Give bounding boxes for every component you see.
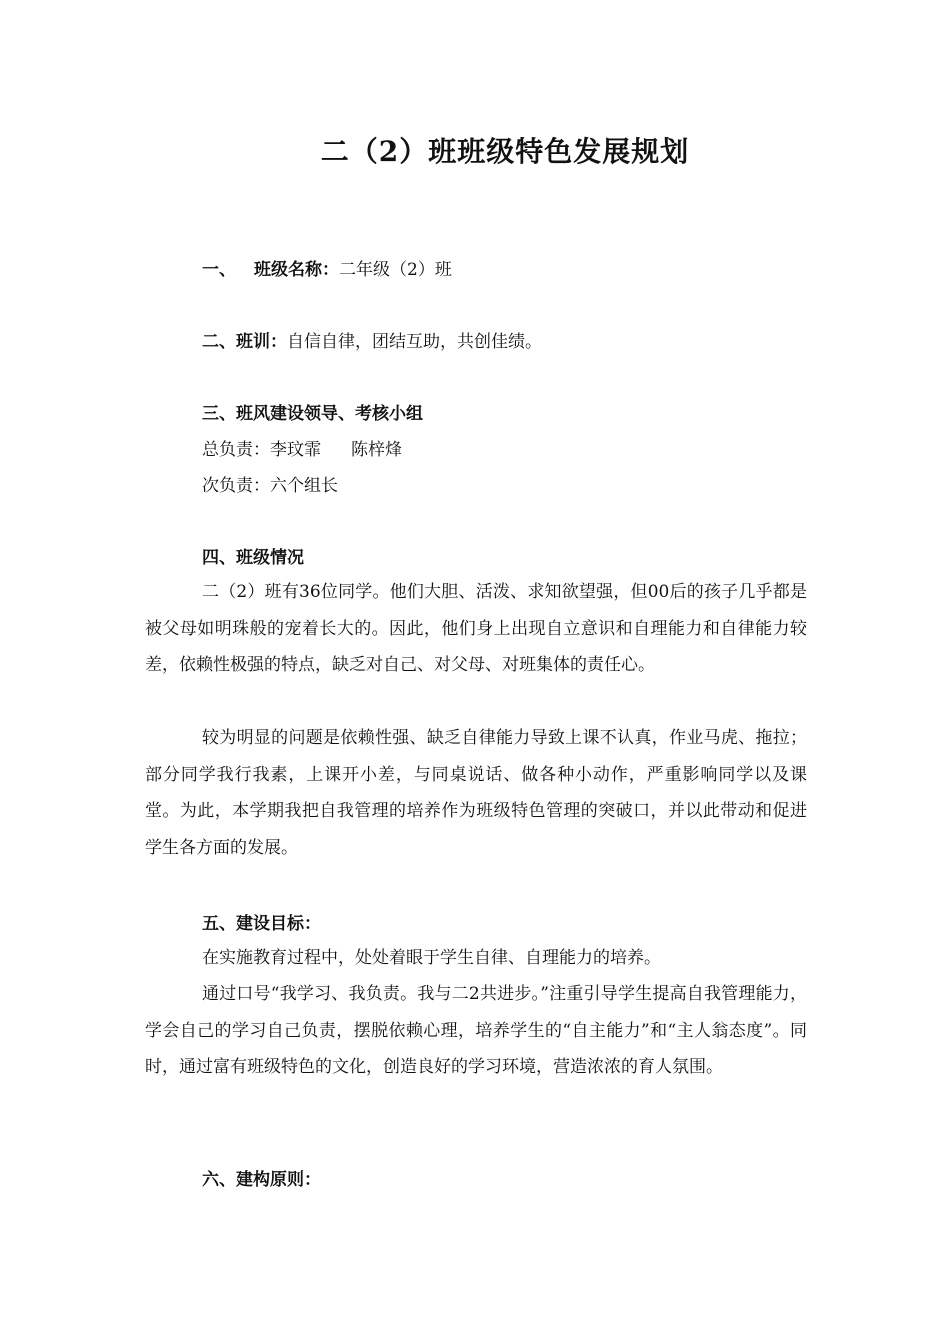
section-3-leaders: [202, 437, 402, 463]
section-5-paragraph-1: 在实施教育过程中，处处着眼于学生自律、自理能力的培养。: [202, 948, 661, 968]
section-class-name: [202, 257, 452, 283]
section-1-label: 班级名称：: [254, 260, 339, 280]
section-3-leader-name-2: 陈梓烽: [351, 440, 402, 460]
section-5-paragraph-2: 通过口号“我学习、我负责。我与二2共进步。”注重引导学生提高自我管理能力，学会自己的学习自己负责，摆脱依赖心理，培养学生的“自主能力”和“主人翁态度”。同时，通过富有班级特色的文化，创造良好的学习环境，营造浓浓的育人氛围。: [145, 984, 807, 1077]
section-6-heading: 六、建构原则：: [202, 1170, 321, 1190]
section-5-heading: 五、建设目标：: [202, 914, 321, 934]
section-4-paragraph-2: 较为明显的问题是依赖性强、缺乏自律能力导致上课不认真，作业马虎、拖拉；部分同学我行我素，上课开小差，与同桌说话、做各种小动作，严重影响同学以及课堂。为此，本学期我把自我管理的培养作为班级特色管理的突破口，并以此带动和促进学生各方面的发展。: [145, 728, 807, 858]
section-class-motto: [202, 329, 542, 355]
section-1-number: 一、: [202, 260, 236, 280]
section-3-heading: 三、班风建设领导、考核小组: [202, 404, 423, 424]
section-3-deputies: 次负责：六个组长: [202, 476, 338, 496]
section-2-value: 自信自律，团结互助，共创佳绩。: [287, 332, 542, 352]
section-2-heading: 二、班训：: [202, 332, 287, 352]
section-3-leader-label: 总负责：: [202, 440, 270, 460]
section-4-heading: 四、班级情况: [202, 548, 304, 568]
section-4-paragraph-1: 二（2）班有36位同学。他们大胆、活泼、求知欲望强，但00后的孩子几乎都是被父母如明珠般的宠着长大的。因此，他们身上出现自立意识和自理能力和自律能力较差，依赖性极强的特点，缺乏对自己、对父母、对班集体的责任心。: [145, 582, 807, 675]
section-3-leader-name-1: 李玟霏: [270, 440, 321, 460]
document-title: 二（2）班班级特色发展规划: [320, 135, 690, 168]
section-1-value: 二年级（2）班: [339, 260, 452, 280]
